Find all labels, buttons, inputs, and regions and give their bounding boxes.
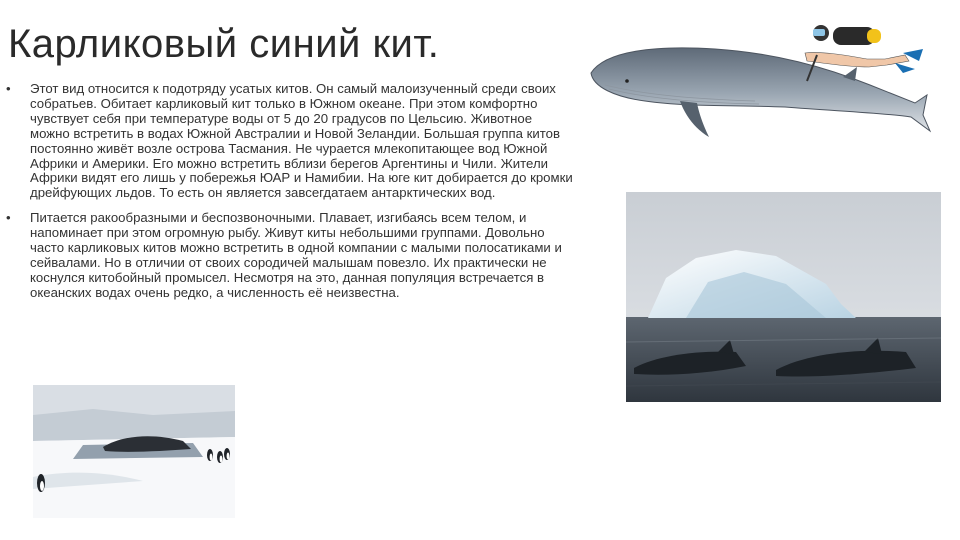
whale-ice-penguins-photo <box>33 385 235 518</box>
bullet-text: Питается ракообразными и беспозвоночными. Плавает, изгибаясь всем телом, и напоминает при этом огромную рыбу. Живут киты небольшими группами. Довольно часто карликовых китов можно встретить в одной компании с малыми полосатиками и сейвалами. Но в отличии от своих сородичей малышам повезло. Их практически не коснулся китобойный промысел. Несмотря на это, данная популяция встречается в океанских водах очень редко, а численность её неизвестна. <box>30 210 562 300</box>
bullet-item <box>6 211 574 300</box>
slide-title: Карликовый синий кит. <box>8 22 440 66</box>
bullet-text: Этот вид относится к подотряду усатых китов. Он самый малоизученный среди своих собратьев. Обитает карликовый кит только в Южном океане. При этом комфортно чувствует себя при температуре воды от 5 до 20 градусов по Цельсию. Животное можно встретить в водах Южной Австралии и Новой Зеландии. Большая группа китов постоянно живёт возле острова Тасмания. Не чурается млекопитающее вод Южной Африки и Америки. Его можно встретить вблизи берегов Аргентины и Чили. Жители Африки видят его лишь у побережья ЮАР и Намибии. На юге кит добирается до кромки дрейфующих льдов. То есть он является завсегдатаем антарктических вод. <box>30 81 573 201</box>
bullet-marker: • <box>6 81 11 96</box>
bullet-item <box>6 82 574 201</box>
whale-diver-image <box>585 15 935 150</box>
slide-body <box>6 82 574 311</box>
bullet-marker: • <box>6 210 11 226</box>
iceberg-photo <box>626 192 941 402</box>
